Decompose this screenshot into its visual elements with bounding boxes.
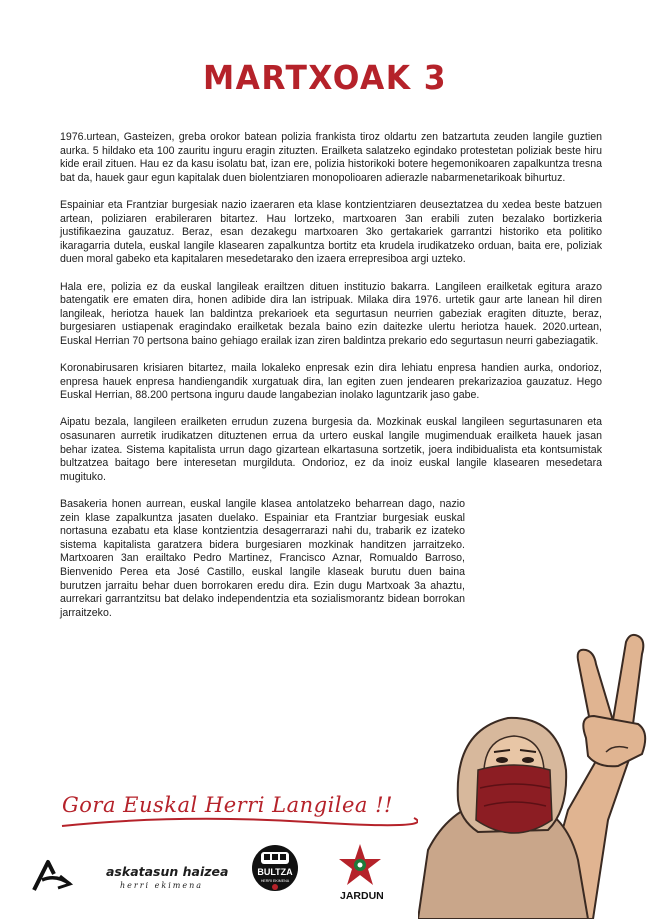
- jardun-logo-text: JARDUN: [340, 890, 384, 902]
- bultza-logo-text: BULTZA: [257, 867, 293, 877]
- slogan: Gora Euskal Herri Langilea !!: [62, 793, 393, 817]
- askatasun-haizea-logo: askatasun haizea: [106, 864, 229, 879]
- slogan-underline: [58, 812, 418, 832]
- page-title: MARTXOAK 3: [203, 58, 447, 97]
- paragraph: Espainiar eta Frantziar burgesiak nazio izaeraren eta klase kontzientziaren deuseztatzea du xedea beste batzuen artean, poliziaren erabileraren bitartez. Hau lortzeko, martxoaren 3an erabili zuten bezalako bortizkeria justifikaezina gauzatuz. Beraz, esan dezakegu martxoaren 3ko gertakariek garrantzi historiko eta politiko ikaragarria dutela, euskal langile klasearen zapalkuntza bortitz eta krudela irudikatzeko orduan, baita ere, poliziak duen moral gabeko eta kapitalaren mesedetarako den izaera errepresiboa argi uzteko.: [60, 198, 602, 266]
- paragraph: Koronabirusaren krisiaren bitartez, maila lokaleko enpresak ezin dira lehiatu enpresa handien aurka, ondorioz, enpresa hauek enpresa handiengandik xurgatuak dira, lan egiten zuen jendearen prekarizazioa gauzatuz. Hego Euskal Herrian, 88.200 pertsona inguru daude langabezian inolako laguntzarik jaso gabe.: [60, 362, 602, 402]
- bultza-logo-icon: [250, 843, 300, 893]
- paragraph: Basakeria honen aurrean, euskal langile klasea antolatzeko beharrean dago, nazio zein klase zapalkuntza jasaten duelako. Espainiar eta Frantziar burgesiak euskal nortasuna ezabatu eta klase kontzientzia desagerrarazi nahi du, trabarik ez izateko sistema kapitalista garatzera bidera burgesiaren mozkinak handitzen jarraitzeko. Martxoaren 3an erailtako Pedro Martinez, Francisco Aznar, Romualdo Barroso, Bienvenido Perea eta José Castillo, euskal langile klaseak burutu duen baina burutzen jarraitu behar duen borrokaren eredu dira. Ezin dugu Martxoak 3a ahaztu, aurrekari garrantzitsu bat delako independentzia eta sozialismorantz bidean borrokan jarraitzeko.: [60, 498, 465, 619]
- body-text: [60, 131, 602, 634]
- askatasun-haizea-subtitle: herri ekimena: [120, 881, 204, 890]
- paragraph: Hala ere, polizia ez da euskal langileak erailtzen dituen instituzio bakarra. Langileen erailketak egitura arazo batengatik ere ematen dira, honen adibide dira lan istripuak. Milaka dira 1976. urtetik gaur arte lanean hil diren langileak, heriotza hauek lan baldintza prekarioek eta segurtasun neurrien gabeziak eragiten dituzte, beraz, burgesiaren ustiapenak eragindako erailketak bezala baino ezin daitezke ulertu heriotza hauek. 2020.urtean, Euskal Herrian 70 pertsona baino gehiago erailak izan ziren baldintza prekario edo segurtasun neurri gabeziagatik.: [60, 280, 602, 347]
- raised-hand-figure-illustration: [418, 620, 650, 919]
- arrow-logo-icon: [30, 858, 74, 894]
- bultza-logo-subtitle: HERRI EKIMENA: [260, 879, 290, 883]
- paragraph: 1976.urtean, Gasteizen, greba orokor batean polizia frankista tiroz oldartu zen batzartuta zeuden langile guztien aurka. 5 hildako eta 100 zauritu inguru eragin zituzten. Erailketa salatzeko egindako protestetan poliziak beste hiru kide erail zituen. Hau ez da kasu isolatu bat, izan ere, polizia historikoki botere hegemonikoaren zapalkuntza tresna bat da, hauek gaur egun kapitalak duen biolentziaren monopolioaren adierazle nabarmenetarikoak bihurtuz.: [60, 131, 602, 184]
- jardun-star-icon: [336, 842, 384, 888]
- paragraph: Aipatu bezala, langileen erailketen errudun zuzena burgesia da. Mozkinak euskal langileen segurtasunaren eta osasunaren aurretik irudikatzen dituztenen errua da urtero euskal langile mugimenduak erailketa hauek jasan behar izatea. Sistema kapitalista urrun dago gizartean elkartasuna sortzetik, joera indibidualista eta kontsumistak bultzatzea baitago bere interesetan murgilduta. Ondorioz, ez da inoiz euskal langile klasearen mesedetara mugituko.: [60, 416, 602, 483]
